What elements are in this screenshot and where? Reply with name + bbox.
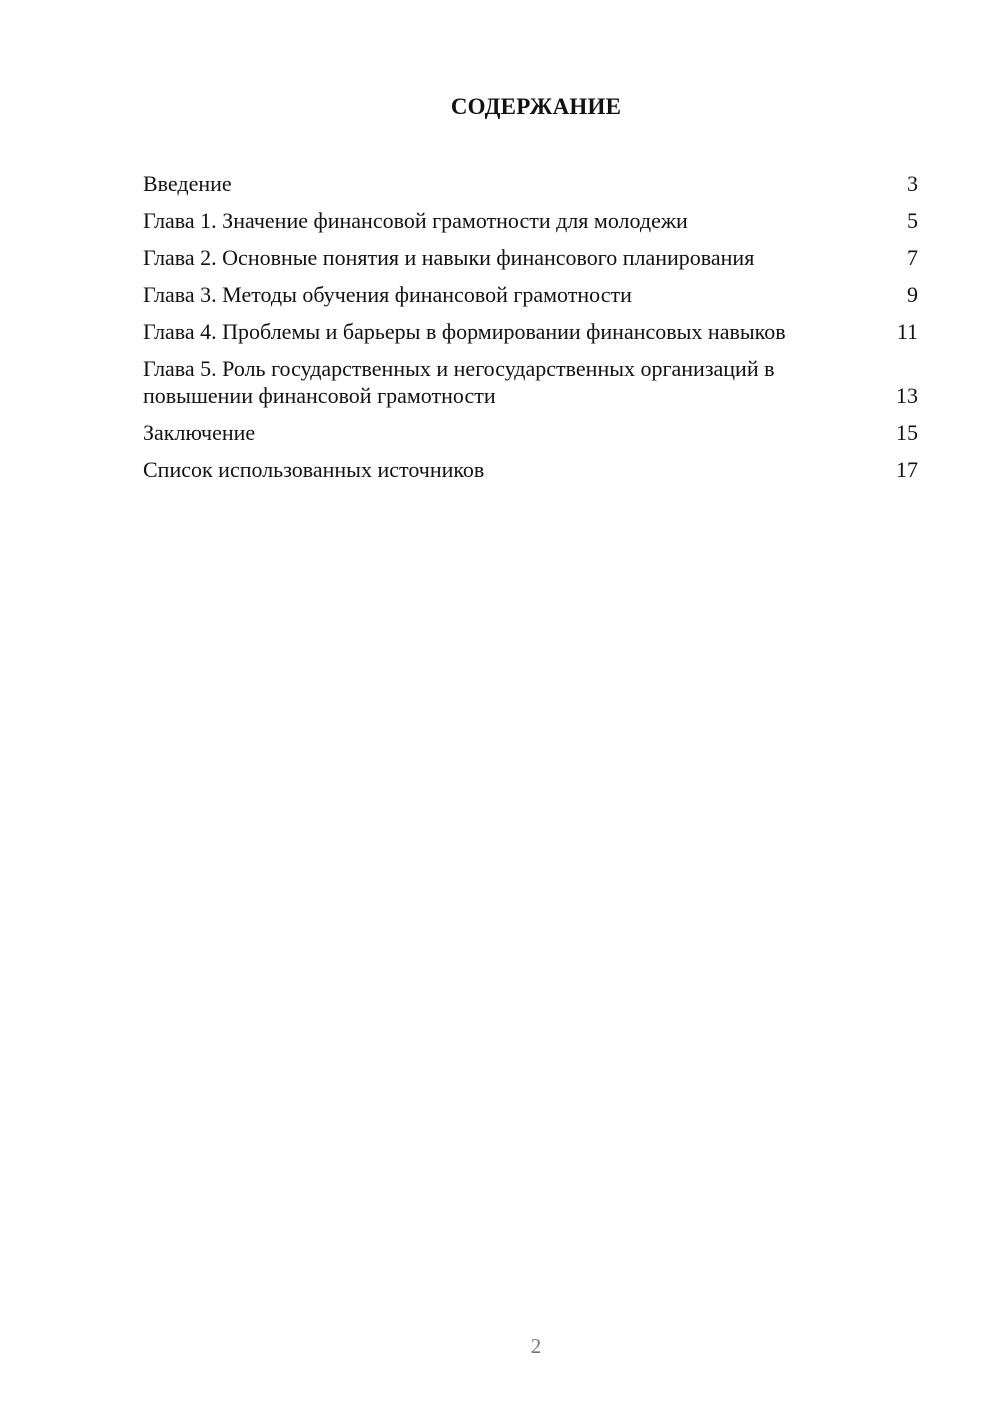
toc-entry-chapter-5[interactable] — [143, 355, 918, 409]
toc-entry-page: 15 — [896, 420, 918, 445]
page-number: 2 — [530, 1334, 542, 1358]
toc-entry-title: Глава 4. Проблемы и барьеры в формировании финансовых навыков — [143, 319, 786, 344]
toc-entry-page: 11 — [896, 319, 918, 344]
toc-entry-chapter-4[interactable] — [143, 318, 918, 345]
table-of-contents — [143, 170, 918, 493]
toc-entry-page: 7 — [907, 245, 918, 270]
toc-title: СОДЕРЖАНИЕ — [450, 94, 622, 119]
toc-entry-title: Заключение — [143, 420, 256, 445]
toc-entry-page: 3 — [907, 171, 918, 196]
toc-entry-chapter-1[interactable] — [143, 207, 918, 234]
toc-entry-title: Глава 2. Основные понятия и навыки финансового планирования — [143, 245, 755, 270]
toc-entry-conclusion[interactable] — [143, 419, 918, 446]
toc-entry-page: 13 — [896, 383, 918, 408]
toc-entry-title: Введение — [143, 171, 232, 196]
toc-entry-introduction[interactable] — [143, 170, 918, 197]
toc-entry-chapter-2[interactable] — [143, 244, 918, 271]
toc-entry-title: Глава 1. Значение финансовой грамотности для молодежи — [143, 208, 688, 233]
toc-entry-page: 17 — [896, 457, 918, 482]
toc-entry-title: Глава 5. Роль государственных и негосударственных организаций в повышении финансовой грамотности — [143, 356, 775, 408]
toc-entry-references[interactable] — [143, 456, 918, 483]
toc-entry-page: 5 — [907, 208, 918, 233]
toc-entry-chapter-3[interactable] — [143, 281, 918, 308]
toc-entry-page: 9 — [907, 282, 918, 307]
toc-entry-title: Список использованных источников — [143, 457, 485, 482]
toc-entry-title: Глава 3. Методы обучения финансовой грамотности — [143, 282, 632, 307]
